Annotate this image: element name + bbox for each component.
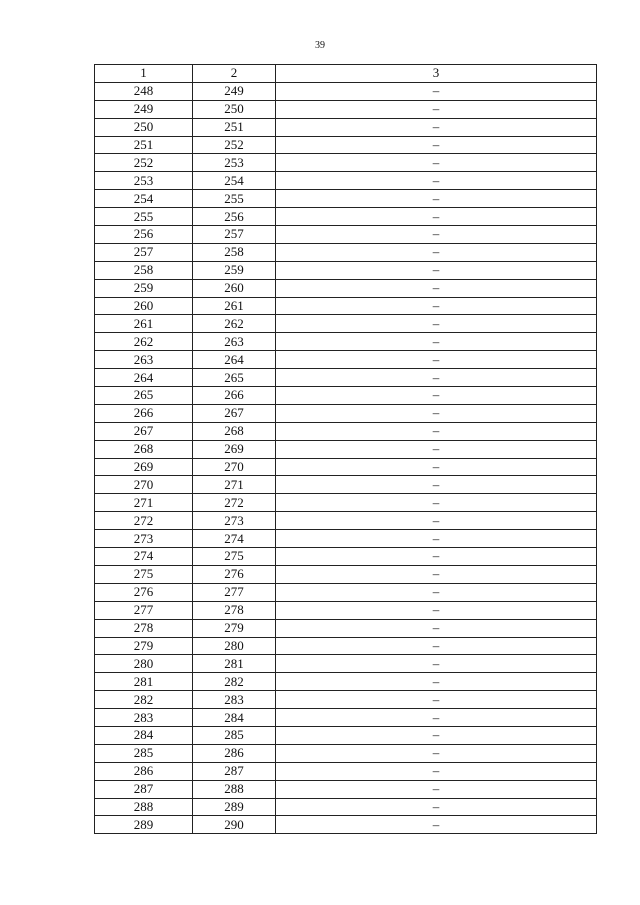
table-row	[95, 190, 597, 208]
table-cell-col-2: 256	[193, 208, 276, 226]
table-cell-col-1: 261	[95, 315, 193, 333]
table-row	[95, 118, 597, 136]
table-cell-col-2: 271	[193, 476, 276, 494]
table-cell-col-3: –	[276, 655, 597, 673]
table-cell-col-3: –	[276, 512, 597, 530]
table-cell-col-2: 253	[193, 154, 276, 172]
table-cell-col-1: 284	[95, 726, 193, 744]
table-cell-col-1: 287	[95, 780, 193, 798]
table-row	[95, 172, 597, 190]
table-row	[95, 440, 597, 458]
table-cell-col-2: 264	[193, 351, 276, 369]
table-cell-col-3: –	[276, 476, 597, 494]
table-row	[95, 82, 597, 100]
table-cell-col-3: –	[276, 565, 597, 583]
table-cell-col-3: –	[276, 333, 597, 351]
table-cell-col-1: 276	[95, 583, 193, 601]
table-cell-col-1: 258	[95, 261, 193, 279]
table-cell-col-3: –	[276, 387, 597, 405]
table-cell-col-3: –	[276, 82, 597, 100]
table-cell-col-2: 260	[193, 279, 276, 297]
table-cell-col-3: –	[276, 726, 597, 744]
table-row	[95, 279, 597, 297]
table-cell-col-3: –	[276, 369, 597, 387]
table-cell-col-2: 280	[193, 637, 276, 655]
table-cell-col-3: –	[276, 762, 597, 780]
table-cell-col-2: 270	[193, 458, 276, 476]
column-header-3: 3	[276, 65, 597, 83]
table-row	[95, 637, 597, 655]
table-cell-col-3: –	[276, 154, 597, 172]
table-cell-col-1: 275	[95, 565, 193, 583]
table-row	[95, 726, 597, 744]
table-cell-col-1: 250	[95, 118, 193, 136]
table-cell-col-1: 253	[95, 172, 193, 190]
table-cell-col-2: 285	[193, 726, 276, 744]
table-cell-col-1: 273	[95, 530, 193, 548]
header-row	[95, 65, 597, 83]
table-cell-col-2: 258	[193, 243, 276, 261]
table-cell-col-2: 278	[193, 601, 276, 619]
table-cell-col-3: –	[276, 709, 597, 727]
table-row	[95, 422, 597, 440]
table-row	[95, 709, 597, 727]
table-cell-col-1: 255	[95, 208, 193, 226]
table-cell-col-2: 274	[193, 530, 276, 548]
table-cell-col-2: 262	[193, 315, 276, 333]
table-cell-col-1: 281	[95, 673, 193, 691]
table-cell-col-1: 249	[95, 100, 193, 118]
table-row	[95, 798, 597, 816]
table-cell-col-2: 275	[193, 548, 276, 566]
table-cell-col-2: 255	[193, 190, 276, 208]
table-cell-col-1: 259	[95, 279, 193, 297]
table-cell-col-1: 257	[95, 243, 193, 261]
table-cell-col-3: –	[276, 583, 597, 601]
table-row	[95, 226, 597, 244]
table-row	[95, 333, 597, 351]
table-cell-col-1: 285	[95, 744, 193, 762]
table-cell-col-2: 284	[193, 709, 276, 727]
table-row	[95, 816, 597, 834]
table-cell-col-3: –	[276, 100, 597, 118]
table-cell-col-3: –	[276, 261, 597, 279]
table-cell-col-3: –	[276, 315, 597, 333]
table-row	[95, 494, 597, 512]
table-row	[95, 601, 597, 619]
table-row	[95, 673, 597, 691]
table-cell-col-2: 281	[193, 655, 276, 673]
table-cell-col-1: 263	[95, 351, 193, 369]
table-row	[95, 100, 597, 118]
table-cell-col-1: 272	[95, 512, 193, 530]
table-cell-col-2: 273	[193, 512, 276, 530]
table-cell-col-2: 282	[193, 673, 276, 691]
table-cell-col-3: –	[276, 440, 597, 458]
table-row	[95, 476, 597, 494]
table-cell-col-3: –	[276, 619, 597, 637]
table-row	[95, 762, 597, 780]
table-cell-col-3: –	[276, 691, 597, 709]
table-cell-col-3: –	[276, 351, 597, 369]
table-cell-col-3: –	[276, 208, 597, 226]
table-cell-col-2: 263	[193, 333, 276, 351]
table-cell-col-2: 257	[193, 226, 276, 244]
column-header-2: 2	[193, 65, 276, 83]
table-cell-col-1: 260	[95, 297, 193, 315]
table-cell-col-3: –	[276, 798, 597, 816]
table-cell-col-1: 283	[95, 709, 193, 727]
table-cell-col-1: 267	[95, 422, 193, 440]
table-cell-col-3: –	[276, 136, 597, 154]
table-cell-col-2: 269	[193, 440, 276, 458]
table-row	[95, 369, 597, 387]
table-row	[95, 297, 597, 315]
table-row	[95, 655, 597, 673]
table-cell-col-2: 287	[193, 762, 276, 780]
table-row	[95, 243, 597, 261]
table-cell-col-3: –	[276, 190, 597, 208]
table-cell-col-3: –	[276, 548, 597, 566]
table-cell-col-2: 290	[193, 816, 276, 834]
table-cell-col-2: 249	[193, 82, 276, 100]
table-cell-col-2: 268	[193, 422, 276, 440]
table-row	[95, 744, 597, 762]
table-cell-col-1: 278	[95, 619, 193, 637]
table-cell-col-2: 267	[193, 404, 276, 422]
table-row	[95, 691, 597, 709]
table-cell-col-1: 266	[95, 404, 193, 422]
table-row	[95, 619, 597, 637]
table-cell-col-3: –	[276, 601, 597, 619]
table-row	[95, 512, 597, 530]
table-cell-col-2: 265	[193, 369, 276, 387]
column-header-1: 1	[95, 65, 193, 83]
table-cell-col-1: 269	[95, 458, 193, 476]
table-row	[95, 154, 597, 172]
table-cell-col-3: –	[276, 172, 597, 190]
table-cell-col-3: –	[276, 780, 597, 798]
table-cell-col-1: 264	[95, 369, 193, 387]
table-cell-col-3: –	[276, 673, 597, 691]
table-cell-col-2: 283	[193, 691, 276, 709]
table-cell-col-3: –	[276, 816, 597, 834]
table-cell-col-3: –	[276, 494, 597, 512]
table-row	[95, 387, 597, 405]
table-row	[95, 315, 597, 333]
table-row	[95, 565, 597, 583]
table-cell-col-1: 274	[95, 548, 193, 566]
table-row	[95, 261, 597, 279]
data-table	[94, 64, 597, 834]
table-row	[95, 351, 597, 369]
table-row	[95, 583, 597, 601]
table-cell-col-1: 251	[95, 136, 193, 154]
table-cell-col-3: –	[276, 118, 597, 136]
table-cell-col-1: 256	[95, 226, 193, 244]
table-cell-col-2: 277	[193, 583, 276, 601]
table-cell-col-2: 272	[193, 494, 276, 512]
table-cell-col-2: 288	[193, 780, 276, 798]
table-row	[95, 780, 597, 798]
table-cell-col-3: –	[276, 530, 597, 548]
table-cell-col-2: 276	[193, 565, 276, 583]
table-cell-col-2: 259	[193, 261, 276, 279]
table-row	[95, 136, 597, 154]
table-cell-col-1: 286	[95, 762, 193, 780]
table-cell-col-1: 254	[95, 190, 193, 208]
table-cell-col-3: –	[276, 744, 597, 762]
table-cell-col-2: 289	[193, 798, 276, 816]
table-cell-col-2: 250	[193, 100, 276, 118]
table-cell-col-3: –	[276, 226, 597, 244]
table-cell-col-1: 288	[95, 798, 193, 816]
table-row	[95, 208, 597, 226]
table-cell-col-2: 251	[193, 118, 276, 136]
table-cell-col-1: 265	[95, 387, 193, 405]
table-row	[95, 404, 597, 422]
table-cell-col-1: 279	[95, 637, 193, 655]
table-cell-col-2: 279	[193, 619, 276, 637]
table-cell-col-2: 254	[193, 172, 276, 190]
table-cell-col-3: –	[276, 243, 597, 261]
table-cell-col-3: –	[276, 404, 597, 422]
page-number: 39	[315, 40, 325, 51]
table-cell-col-1: 277	[95, 601, 193, 619]
table-cell-col-1: 270	[95, 476, 193, 494]
table-cell-col-1: 262	[95, 333, 193, 351]
table-cell-col-3: –	[276, 458, 597, 476]
table-cell-col-1: 289	[95, 816, 193, 834]
table-cell-col-3: –	[276, 422, 597, 440]
table-cell-col-2: 266	[193, 387, 276, 405]
table-cell-col-3: –	[276, 279, 597, 297]
table-cell-col-1: 252	[95, 154, 193, 172]
table-cell-col-1: 271	[95, 494, 193, 512]
table-cell-col-1: 268	[95, 440, 193, 458]
table-cell-col-1: 248	[95, 82, 193, 100]
table-row	[95, 548, 597, 566]
table-cell-col-3: –	[276, 297, 597, 315]
table-cell-col-3: –	[276, 637, 597, 655]
table-cell-col-2: 286	[193, 744, 276, 762]
table-cell-col-1: 282	[95, 691, 193, 709]
table-cell-col-2: 252	[193, 136, 276, 154]
table-cell-col-2: 261	[193, 297, 276, 315]
table-row	[95, 530, 597, 548]
table-cell-col-1: 280	[95, 655, 193, 673]
table-row	[95, 458, 597, 476]
table-body	[95, 82, 597, 833]
